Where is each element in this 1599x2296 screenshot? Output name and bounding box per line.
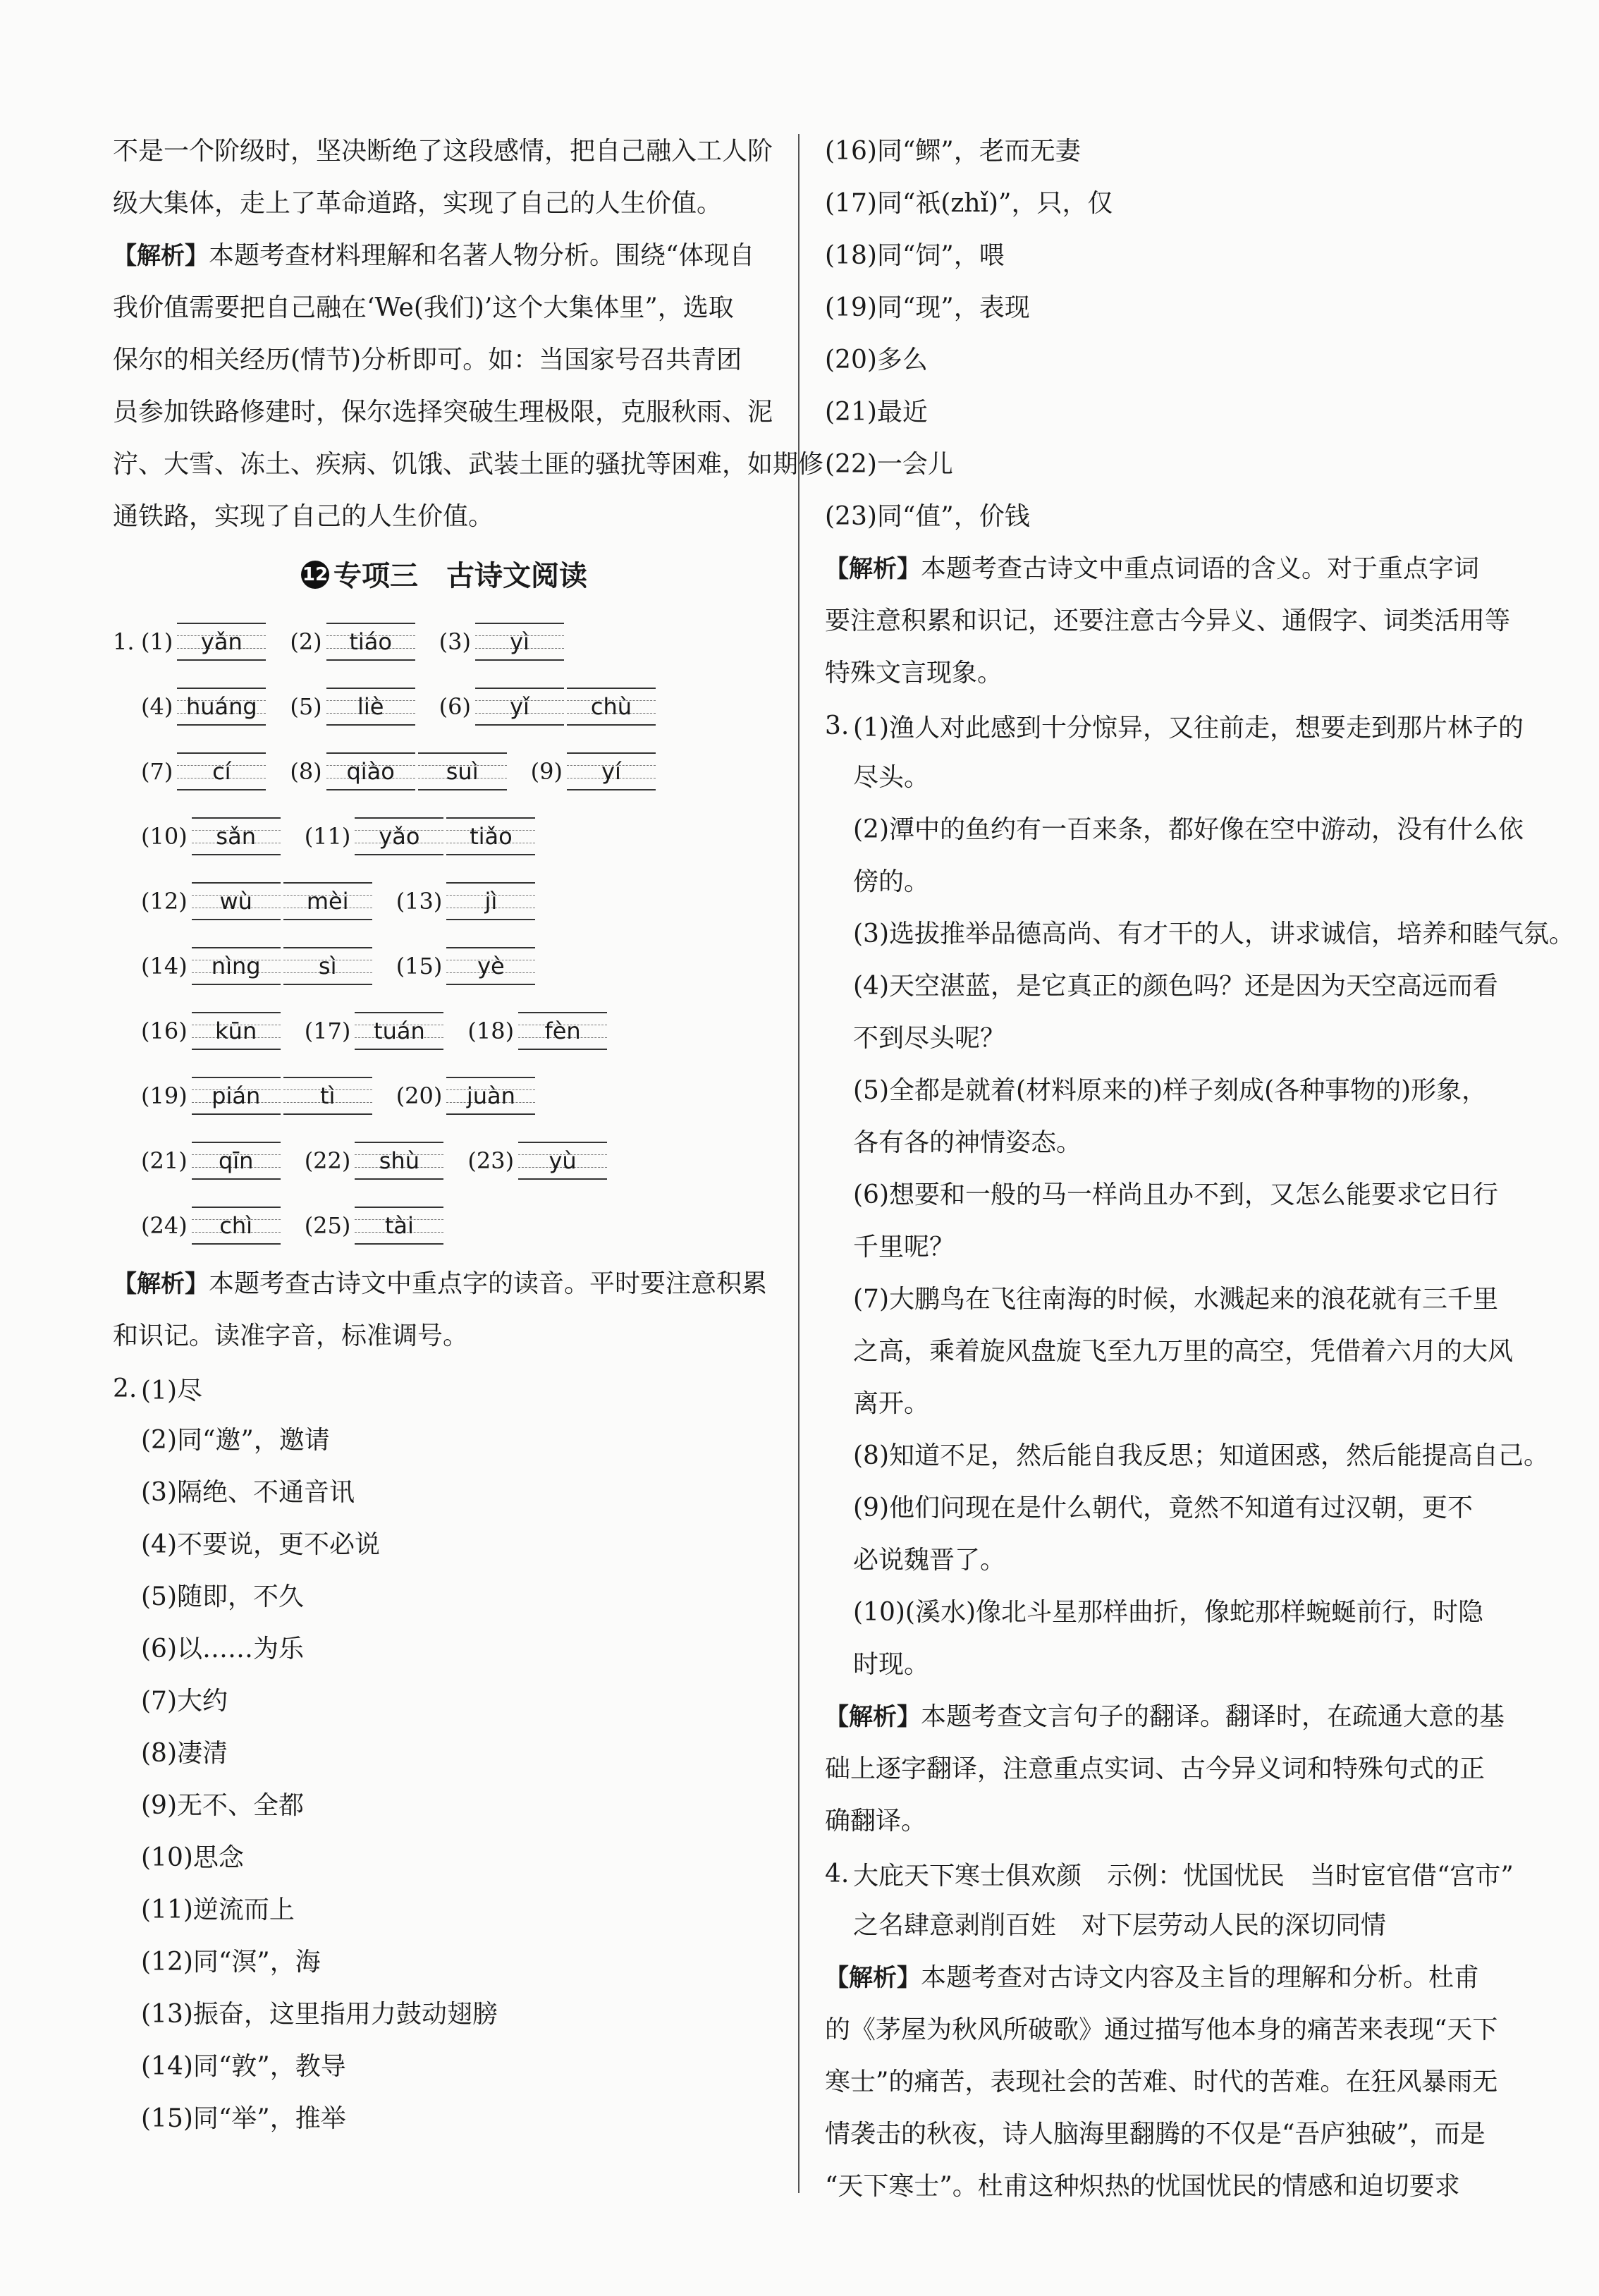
pinyin-text: pián xyxy=(212,1082,261,1109)
answer-line: 各有各的神情姿态。 xyxy=(853,1128,1082,1157)
pinyin-index: (9) xyxy=(530,758,563,785)
answer-line: (8)知道不足，然后能自我反思；知道困惑，然后能提高自己。 xyxy=(853,1441,1549,1470)
section-title: 专项三 古诗文阅读 xyxy=(333,560,587,592)
answer-line: (5)全都是就着(材料原来的)样子刻成(各种事物的)形象， xyxy=(853,1076,1488,1105)
pinyin-writing-box xyxy=(192,1012,281,1050)
pinyin-writing-box xyxy=(283,947,372,985)
left-column xyxy=(113,126,824,2145)
pinyin-index: (19) xyxy=(141,1082,188,1109)
answer-line: 之高，乘着旋风盘旋飞至九万里的高空，凭借着六月的大风 xyxy=(853,1337,1514,1366)
answer-line: 傍的。 xyxy=(853,867,930,896)
pinyin-index: (17) xyxy=(304,1018,351,1044)
analysis-line xyxy=(113,439,824,491)
text-line: (23)同“值”，价钱 xyxy=(825,502,1030,531)
answer-line: 之名肆意剥削百姓 对下层劳动人民的深切同情 xyxy=(853,1911,1387,1940)
pinyin-row xyxy=(113,934,776,999)
pinyin-row xyxy=(113,739,776,804)
pinyin-text: juàn xyxy=(466,1082,515,1109)
pinyin-item xyxy=(141,1077,375,1115)
pinyin-index: (25) xyxy=(304,1212,351,1239)
pinyin-index: (21) xyxy=(141,1147,188,1174)
analysis-line xyxy=(825,2108,1509,2161)
text-line: (16)同“鳏”，老而无妻 xyxy=(825,137,1081,166)
pinyin-writing-box xyxy=(192,1207,281,1245)
analysis-line xyxy=(825,2056,1509,2108)
analysis-line xyxy=(113,491,776,543)
analysis-text: 和识记。读准字音，标准调号。 xyxy=(113,1321,469,1350)
pinyin-text: yù xyxy=(549,1147,577,1174)
pinyin-text: tiǎo xyxy=(470,823,513,850)
pinyin-text: liè xyxy=(357,693,384,720)
pinyin-index: (18) xyxy=(467,1018,515,1044)
answer-line: 离开。 xyxy=(853,1389,930,1418)
analysis-4 xyxy=(825,1691,1509,1848)
pinyin-index: (3) xyxy=(439,628,471,655)
analysis-text: 确翻译。 xyxy=(825,1807,927,1836)
answer-line: 必说魏晋了。 xyxy=(853,1546,1006,1575)
analysis-line xyxy=(825,2161,1509,2213)
column-divider xyxy=(798,134,800,2193)
analysis-line xyxy=(825,595,1509,647)
pinyin-item xyxy=(305,1142,447,1180)
analysis-text: 员参加铁路修建时，保尔选择突破生理极限，克服秋雨、泥 xyxy=(113,398,773,427)
pinyin-writing-box xyxy=(326,688,415,726)
pinyin-writing-box xyxy=(418,752,507,790)
pinyin-item xyxy=(141,1207,283,1245)
pinyin-text: qiào xyxy=(346,758,395,785)
pinyin-text: chù xyxy=(590,693,632,720)
pinyin-writing-box xyxy=(192,882,281,920)
analysis-line xyxy=(113,230,776,282)
pinyin-writing-box xyxy=(518,1012,607,1050)
answer-text: (1)尽 xyxy=(141,1376,202,1405)
pinyin-text: tiáo xyxy=(349,628,392,655)
analysis-text: 本题考查古诗文中重点字的读音。平时要注意积累 xyxy=(209,1269,768,1298)
pinyin-row xyxy=(113,1063,776,1128)
pinyin-item xyxy=(290,752,509,790)
analysis-label: 【解析】 xyxy=(825,1964,921,1992)
answer-line: (2)同“邀”，邀请 xyxy=(141,1426,330,1455)
pinyin-text: yǎn xyxy=(200,628,243,655)
pinyin-row xyxy=(113,999,776,1063)
section-heading xyxy=(113,543,776,609)
analysis-line xyxy=(825,1691,1509,1743)
answer-line: (2)潭中的鱼约有一百来条，都好像在空中游动，没有什么依 xyxy=(853,815,1524,844)
answer-line: (7)大约 xyxy=(141,1687,228,1716)
answer-line: (14)同“敦”，教导 xyxy=(141,2052,346,2081)
pinyin-text: jì xyxy=(484,888,498,915)
pinyin-item xyxy=(141,1012,283,1050)
analysis-line xyxy=(825,1743,1509,1795)
pinyin-text: suì xyxy=(446,758,479,785)
pinyin-writing-box xyxy=(177,688,266,726)
pinyin-index: (4) xyxy=(141,693,173,720)
pinyin-writing-box xyxy=(475,688,564,726)
analysis-3 xyxy=(825,543,1509,700)
pinyin-item xyxy=(305,817,539,855)
numbered-line xyxy=(113,1362,776,1415)
analysis-label: 【解析】 xyxy=(825,1703,921,1731)
answer-line: (3)隔绝、不通音讯 xyxy=(141,1478,355,1507)
pinyin-item xyxy=(396,1077,539,1115)
pinyin-index: (10) xyxy=(141,823,188,850)
answer-line: (9)无不、全都 xyxy=(141,1791,304,1820)
question-number: 4. xyxy=(825,1859,850,1888)
pinyin-text: tuán xyxy=(374,1018,425,1044)
pinyin-writing-box xyxy=(446,817,535,855)
answer-line: (15)同“举”，推举 xyxy=(141,2104,346,2133)
pinyin-writing-box xyxy=(355,1142,443,1180)
pinyin-item xyxy=(141,817,283,855)
analysis-line xyxy=(825,2004,1509,2056)
pinyin-text: nìng xyxy=(211,953,261,979)
pinyin-item xyxy=(396,947,539,985)
text-line: (21)最近 xyxy=(825,398,928,427)
question-4-answer xyxy=(825,1848,1514,1952)
answer-line: (10)思念 xyxy=(141,1843,244,1872)
answer-line: (4)天空湛蓝，是它真正的颜色吗？还是因为天空高远而看 xyxy=(853,972,1498,1001)
pinyin-index: (6) xyxy=(439,693,471,720)
pinyin-row xyxy=(113,1128,776,1193)
pinyin-text: tì xyxy=(319,1082,336,1109)
pinyin-index: (24) xyxy=(141,1212,188,1239)
analysis-text: “天下寒士”。杜甫这种炽热的忧国忧民的情感和迫切要求 xyxy=(825,2172,1460,2201)
analysis-text: 通铁路，实现了自己的人生价值。 xyxy=(113,502,494,531)
analysis-text: 寒士”的痛苦，表现社会的苦难、时代的苦难。在狂风暴雨无 xyxy=(825,2068,1498,2096)
pinyin-writing-box xyxy=(518,1142,607,1180)
analysis-label: 【解析】 xyxy=(113,1270,209,1298)
pinyin-text: qīn xyxy=(218,1147,254,1174)
answer-line: 不到尽头呢？ xyxy=(853,1024,1006,1053)
question-2-answers-continued xyxy=(825,126,1509,543)
pinyin-writing-box xyxy=(283,882,372,920)
pinyin-text: sǎn xyxy=(216,823,256,850)
analysis-label: 【解析】 xyxy=(825,555,921,583)
pinyin-writing-box xyxy=(567,688,656,726)
pinyin-writing-box xyxy=(192,817,281,855)
analysis-text: 我价值需要把自己融在‘We(我们)’这个大集体里”，选取 xyxy=(113,293,734,322)
text-line: (17)同“祇(zhǐ)”，只，仅 xyxy=(825,189,1113,218)
pinyin-writing-box xyxy=(192,1077,281,1115)
text-line: (20)多么 xyxy=(825,346,928,374)
analysis-line xyxy=(825,1952,1509,2004)
analysis-line xyxy=(825,647,1509,700)
answer-line: (9)他们问现在是什么朝代，竟然不知道有过汉朝，更不 xyxy=(853,1494,1473,1522)
pinyin-item xyxy=(305,1207,447,1245)
pinyin-text: huáng xyxy=(185,693,257,720)
analysis-text: 泞、大雪、冻土、疾病、饥饿、武装土匪的骚扰等困难，如期修 xyxy=(113,450,824,479)
pinyin-row xyxy=(113,609,776,674)
pinyin-text: yǐ xyxy=(510,693,529,720)
analysis-text: 特殊文言现象。 xyxy=(825,659,1003,688)
pinyin-writing-box xyxy=(355,817,443,855)
pinyin-text: sì xyxy=(318,953,337,979)
pinyin-writing-box xyxy=(355,1012,443,1050)
pinyin-item xyxy=(290,688,417,726)
pinyin-item xyxy=(531,752,658,790)
pinyin-row xyxy=(113,1193,776,1258)
analysis-text: 础上逐字翻译，注意重点实词、古今异义词和特殊句式的正 xyxy=(825,1754,1485,1783)
pinyin-item xyxy=(290,623,417,661)
pinyin-writing-box xyxy=(326,623,415,661)
pinyin-writing-box xyxy=(177,623,266,661)
pinyin-index: (22) xyxy=(304,1147,351,1174)
pinyin-item xyxy=(141,947,375,985)
pinyin-row xyxy=(113,869,776,934)
analysis-2 xyxy=(113,1258,776,1362)
text-line: 不是一个阶级时，坚决断绝了这段感情，把自己融入工人阶 xyxy=(113,137,773,166)
pinyin-index: (11) xyxy=(304,823,351,850)
right-column xyxy=(825,126,1574,2213)
answer-text: 大庇天下寒士俱欢颜 示例：忧国忧民 当时宦官借“宫市” xyxy=(853,1861,1514,1891)
pinyin-writing-box xyxy=(192,1142,281,1180)
pinyin-row xyxy=(113,674,776,739)
pinyin-text: shù xyxy=(379,1147,419,1174)
pinyin-text: yí xyxy=(601,758,621,785)
analysis-5 xyxy=(825,1952,1509,2213)
question-2-answers xyxy=(113,1362,776,2145)
pinyin-index: (2) xyxy=(290,628,322,655)
pinyin-text: yì xyxy=(510,628,529,655)
pinyin-item xyxy=(439,623,567,661)
numbered-line xyxy=(825,700,1524,752)
text-line: (22)一会儿 xyxy=(825,450,953,479)
answer-text: (1)渔人对此感到十分惊异，又往前走，想要走到那片林子的 xyxy=(853,713,1524,743)
pinyin-text: fèn xyxy=(544,1018,581,1044)
section-number-badge: 12 xyxy=(301,561,329,589)
pinyin-index: (13) xyxy=(396,888,443,915)
pinyin-item xyxy=(305,1012,447,1050)
answer-line: (13)振奋，这里指用力鼓动翅膀 xyxy=(141,2000,498,2029)
pinyin-item xyxy=(141,623,269,661)
question-3-translations xyxy=(825,700,1574,1691)
pinyin-text: wù xyxy=(219,888,252,915)
answer-line: (6)以……为乐 xyxy=(141,1635,304,1663)
pinyin-index: (5) xyxy=(290,693,322,720)
pinyin-text: chì xyxy=(219,1212,253,1239)
analysis-line xyxy=(113,282,776,334)
answer-line: (7)大鹏鸟在飞往南海的时候，水溅起来的浪花就有三千里 xyxy=(853,1285,1498,1314)
pinyin-index: (7) xyxy=(141,758,173,785)
analysis-text: 要注意积累和识记，还要注意古今异义、通假字、词类活用等 xyxy=(825,606,1511,635)
analysis-line xyxy=(113,1310,776,1362)
pinyin-index: (8) xyxy=(290,758,322,785)
pinyin-index: (14) xyxy=(141,953,188,979)
pinyin-writing-box xyxy=(192,947,281,985)
answer-line: 尽头。 xyxy=(853,763,930,792)
pinyin-item xyxy=(396,882,539,920)
analysis-text: 本题考查材料理解和名著人物分析。围绕“体现自 xyxy=(209,241,755,270)
answer-line: (10)(溪水)像北斗星那样曲折，像蛇那样蜿蜒前行，时隐 xyxy=(853,1598,1483,1627)
pinyin-text: kūn xyxy=(215,1018,257,1044)
pinyin-index: (15) xyxy=(396,953,443,979)
pinyin-index: (20) xyxy=(396,1082,443,1109)
analysis-line xyxy=(113,1258,776,1310)
question-number: 1. xyxy=(113,628,135,655)
pinyin-writing-box xyxy=(446,1077,535,1115)
pinyin-item xyxy=(439,688,658,726)
pinyin-item xyxy=(467,1142,610,1180)
answer-line: (4)不要说，更不必说 xyxy=(141,1530,380,1559)
analysis-text: 情袭击的秋夜，诗人脑海里翻腾的不仅是“吾庐独破”，而是 xyxy=(825,2120,1485,2149)
answer-line: 千里呢？ xyxy=(853,1233,955,1262)
pinyin-text: yè xyxy=(477,953,505,979)
pinyin-text: cí xyxy=(212,758,231,785)
question-number: 2. xyxy=(113,1374,137,1403)
pinyin-row xyxy=(113,804,776,869)
question-1-pinyin xyxy=(113,609,776,1258)
pinyin-writing-box xyxy=(446,947,535,985)
text-line: (18)同“饲”，喂 xyxy=(825,241,1005,270)
pinyin-item xyxy=(467,1012,610,1050)
analysis-line xyxy=(113,334,776,386)
analysis-text: 的《茅屋为秋风所破歌》通过描写他本身的痛苦来表现“天下 xyxy=(825,2015,1498,2044)
question-number: 3. xyxy=(825,711,850,740)
analysis-text: 本题考查文言句子的翻译。翻译时，在疏通大意的基 xyxy=(921,1702,1505,1731)
text-line: (19)同“现”，表现 xyxy=(825,293,1030,322)
pinyin-index: (1) xyxy=(141,628,173,655)
answer-line: (3)选拔推举品德高尚、有才干的人，讲求诚信，培养和睦气氛。 xyxy=(853,920,1574,948)
numbered-line xyxy=(825,1848,1514,1900)
pinyin-index: (12) xyxy=(141,888,188,915)
analysis-1 xyxy=(113,230,824,543)
pinyin-index: (16) xyxy=(141,1018,188,1044)
pinyin-writing-box xyxy=(326,752,415,790)
pinyin-item xyxy=(141,752,269,790)
pinyin-item xyxy=(141,882,375,920)
analysis-line xyxy=(825,543,1509,595)
analysis-text: 本题考查古诗文中重点词语的含义。对于重点字词 xyxy=(921,554,1480,583)
answer-line: (8)凄清 xyxy=(141,1739,228,1768)
text-line: 级大集体，走上了革命道路，实现了自己的人生价值。 xyxy=(113,189,723,218)
pinyin-text: tài xyxy=(384,1212,414,1239)
analysis-text: 保尔的相关经历(情节)分析即可。如：当国家号召共青团 xyxy=(113,346,742,374)
answer-line: (12)同“溟”，海 xyxy=(141,1948,321,1977)
pinyin-writing-box xyxy=(355,1207,443,1245)
pinyin-writing-box xyxy=(283,1077,372,1115)
analysis-line xyxy=(825,1795,1509,1848)
pinyin-writing-box xyxy=(446,882,535,920)
analysis-text: 本题考查对古诗文内容及主旨的理解和分析。杜甫 xyxy=(921,1963,1480,1992)
pinyin-text: yǎo xyxy=(379,823,420,850)
analysis-line xyxy=(113,386,776,439)
analysis-label: 【解析】 xyxy=(113,242,209,270)
pinyin-writing-box xyxy=(567,752,656,790)
pinyin-item xyxy=(141,1142,283,1180)
answer-line: (6)想要和一般的马一样尚且办不到，又怎么能要求它日行 xyxy=(853,1180,1498,1209)
pinyin-text: mèi xyxy=(306,888,349,915)
pinyin-writing-box xyxy=(475,623,564,661)
pinyin-index: (23) xyxy=(467,1147,515,1174)
answer-line: (5)随即，不久 xyxy=(141,1582,304,1611)
intro-text xyxy=(113,126,776,230)
pinyin-item xyxy=(141,688,269,726)
answer-line: (11)逆流而上 xyxy=(141,1895,295,1924)
answer-line: 时现。 xyxy=(853,1650,930,1679)
pinyin-writing-box xyxy=(177,752,266,790)
